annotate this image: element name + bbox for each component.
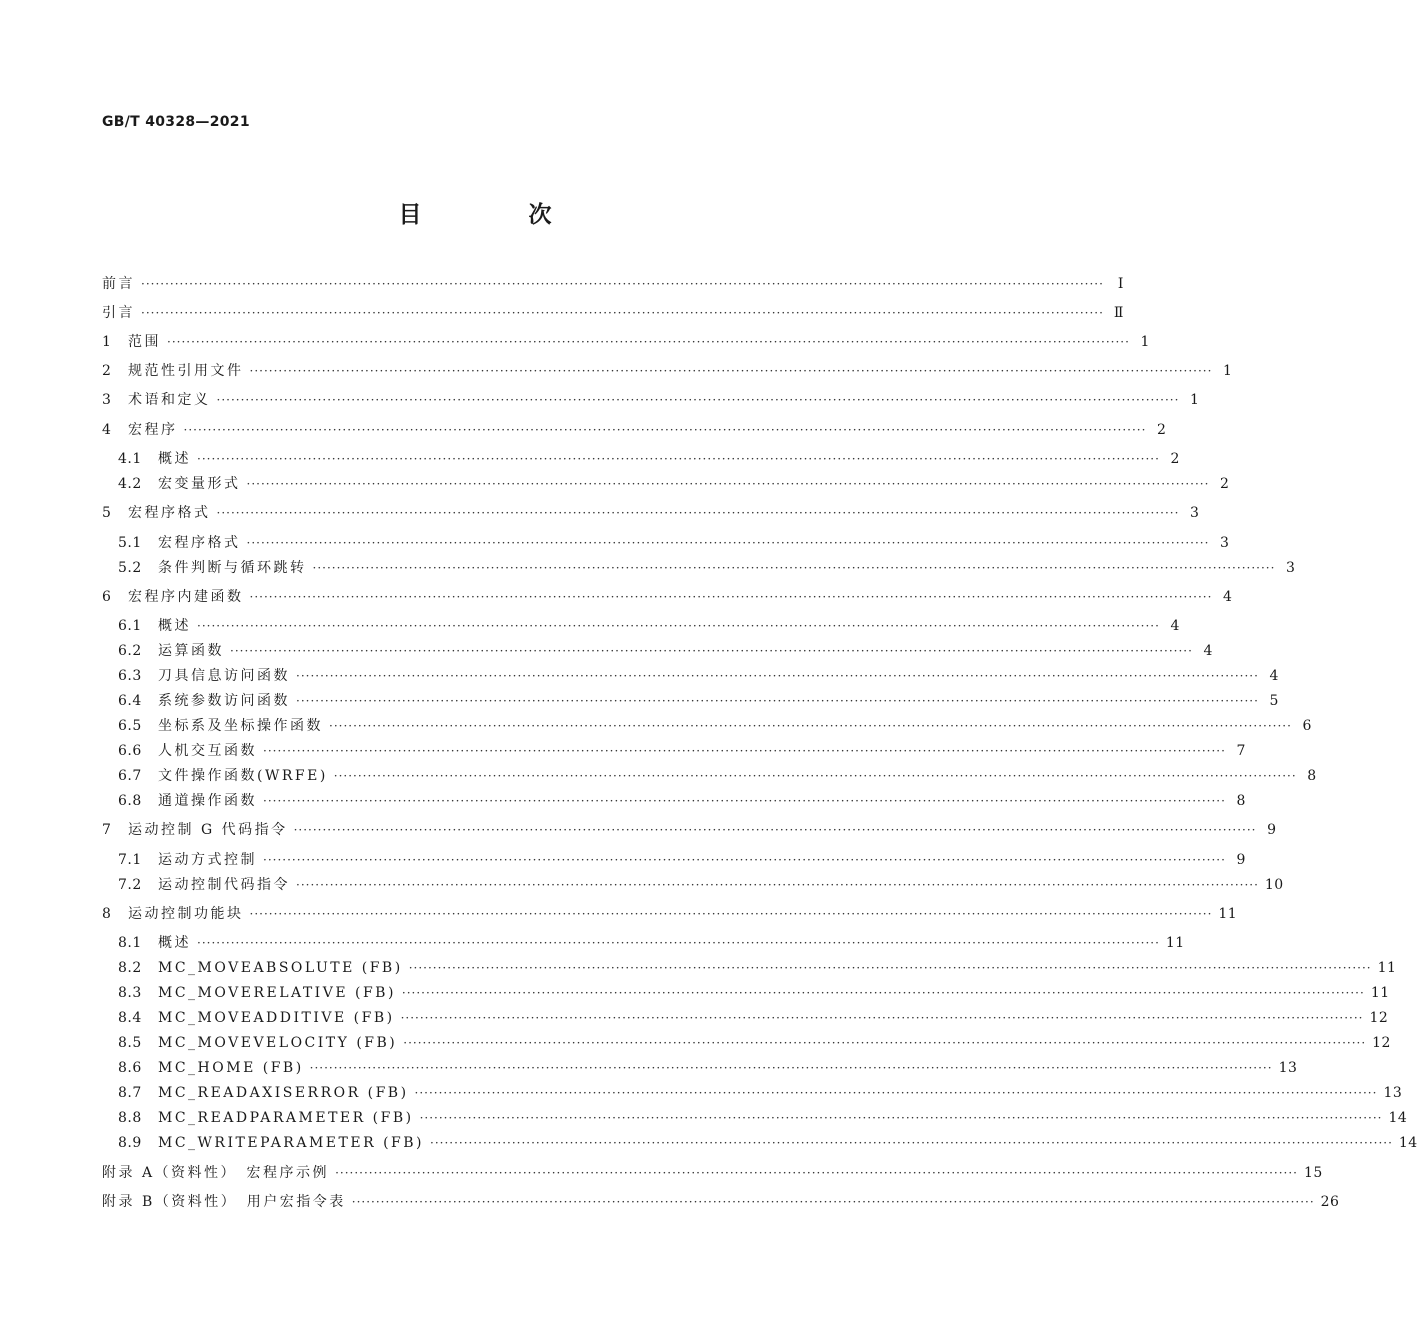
toc-entry-label: 宏程序内建函数: [128, 589, 244, 605]
toc-entry-page: 13: [1278, 1060, 1298, 1076]
standard-code: GB/T 40328—2021: [102, 114, 250, 130]
toc-entry-number: 6.7: [118, 768, 142, 784]
toc-entry-number: 3: [102, 392, 112, 408]
toc-entry-number: 5.2: [118, 560, 142, 576]
toc-entry-label: MC_MOVEVELOCITY (FB): [158, 1035, 398, 1051]
toc-entry-number: 8.7: [118, 1085, 142, 1101]
dot-leader: ········································································································································································································: [351, 1195, 1315, 1209]
toc-entry-page: 1: [1140, 334, 1150, 350]
toc-entry-label: 运动控制代码指令: [158, 877, 290, 893]
toc-entry[interactable]: [118, 447, 1180, 471]
toc-entry-number: 6.4: [118, 693, 142, 709]
toc-entry[interactable]: [102, 585, 1233, 609]
toc-entry-page: 14: [1398, 1135, 1418, 1151]
toc-entry[interactable]: [118, 714, 1312, 738]
toc-entry-label: 范围: [128, 334, 161, 350]
dot-leader: ········································································································································································································: [408, 961, 1372, 975]
dot-leader: ········································································································································································································: [329, 719, 1292, 733]
toc-entry-label: MC_READPARAMETER (FB): [158, 1110, 414, 1126]
dot-leader: ········································································································································································································: [403, 1036, 1367, 1050]
dot-leader: ········································································································································································································: [263, 794, 1226, 808]
toc-entry-number: 8.2: [118, 960, 142, 976]
toc-entry-number: 6.2: [118, 643, 142, 659]
toc-entry-label: 通道操作函数: [158, 793, 257, 809]
toc-entry-page: 1: [1189, 392, 1200, 408]
toc-entry-label: 文件操作函数(WRFE): [158, 768, 328, 784]
toc-entry-page: 11: [1377, 960, 1397, 976]
toc-entry[interactable]: [102, 1161, 1323, 1185]
toc-entry[interactable]: [118, 472, 1230, 496]
toc-entry-label: MC_HOME (FB): [158, 1060, 304, 1076]
toc-entry-number: 8.4: [118, 1010, 142, 1026]
toc-entry-page: 7: [1236, 743, 1246, 759]
dot-leader: ········································································································································································································: [230, 644, 1193, 658]
toc-entry-label: MC_WRITEPARAMETER (FB): [158, 1135, 424, 1151]
toc-entry[interactable]: [118, 1006, 1389, 1030]
toc-entry-number: 8.5: [118, 1035, 142, 1051]
toc-entry-page: 11: [1218, 906, 1238, 922]
toc-entry[interactable]: [102, 418, 1167, 442]
toc-entry-page: 6: [1302, 718, 1312, 734]
toc-entry[interactable]: [102, 1190, 1340, 1214]
toc-entry-page: Ⅰ: [1117, 276, 1124, 292]
toc-entry-label: 规范性引用文件: [128, 363, 244, 379]
toc-entry[interactable]: [118, 789, 1246, 813]
toc-entry-label: 坐标系及坐标操作函数: [158, 718, 323, 734]
toc-entry-label: 前言: [102, 276, 135, 292]
toc-entry-label: 运动控制 G 代码指令: [128, 822, 288, 838]
dot-leader: ········································································································································································································: [141, 306, 1104, 320]
dot-leader: ········································································································································································································: [293, 823, 1257, 837]
toc-entry[interactable]: [102, 301, 1124, 325]
dot-leader: ········································································································································································································: [419, 1111, 1383, 1125]
toc-entry-label: 运动控制功能块: [128, 906, 244, 922]
toc-entry-page: 1: [1222, 363, 1233, 379]
dot-leader: ········································································································································································································: [246, 536, 1210, 550]
dot-leader: ········································································································································································································: [401, 986, 1365, 1000]
toc-entry[interactable]: [118, 1081, 1403, 1105]
toc-entry-number: 4.1: [118, 451, 142, 467]
dot-leader: ········································································································································································································: [249, 590, 1213, 604]
toc-entry-page: 26: [1320, 1194, 1340, 1210]
toc-entry[interactable]: [118, 1031, 1391, 1055]
toc-entry[interactable]: [118, 1056, 1298, 1080]
toc-entry-number: 8.8: [118, 1110, 142, 1126]
toc-entry-page: 10: [1264, 877, 1284, 893]
toc-entry-label: MC_READAXISERROR (FB): [158, 1085, 409, 1101]
toc-entry-page: 3: [1219, 535, 1230, 551]
toc-entry-label: 条件判断与循环跳转: [158, 560, 307, 576]
toc-entry-page: 4: [1222, 589, 1233, 605]
toc-entry-label: 概述: [158, 618, 191, 634]
toc-entry-page: 11: [1370, 985, 1390, 1001]
toc-entry-number: 6.5: [118, 718, 142, 734]
toc-entry[interactable]: [118, 873, 1284, 897]
toc-entry-number: 4: [102, 422, 112, 438]
dot-leader: ········································································································································································································: [197, 619, 1160, 633]
toc-entry-page: 3: [1189, 505, 1200, 521]
toc-entry[interactable]: [118, 531, 1230, 555]
toc-entry-number: 5: [102, 505, 112, 521]
toc-entry-label: 宏程序: [128, 422, 178, 438]
toc-entry-page: 3: [1285, 560, 1296, 576]
toc-entry-label: 附录 B（资料性） 用户宏指令表: [102, 1194, 346, 1210]
toc-entry[interactable]: [102, 388, 1200, 412]
dot-leader: ········································································································································································································: [167, 335, 1130, 349]
toc-entry-page: Ⅱ: [1113, 305, 1124, 321]
toc-entry-label: 概述: [158, 935, 191, 951]
toc-entry[interactable]: [118, 556, 1296, 580]
toc-entry[interactable]: [102, 359, 1233, 383]
toc-entry[interactable]: [102, 902, 1238, 926]
dot-leader: ········································································································································································································: [197, 452, 1160, 466]
toc-entry-number: 8.3: [118, 985, 142, 1001]
toc-entry-number: 6.8: [118, 793, 142, 809]
toc-entry[interactable]: [102, 272, 1124, 296]
toc-entry-number: 6.1: [118, 618, 142, 634]
toc-entry[interactable]: [118, 1106, 1408, 1130]
toc-entry-label: 术语和定义: [128, 392, 211, 408]
toc-entry[interactable]: [118, 848, 1246, 872]
toc-entry-page: 13: [1383, 1085, 1403, 1101]
toc-entry[interactable]: [118, 931, 1185, 955]
dot-leader: ········································································································································································································: [296, 878, 1259, 892]
dot-leader: ········································································································································································································: [246, 477, 1210, 491]
toc-entry-number: 2: [102, 363, 112, 379]
toc-entry-number: 4.2: [118, 476, 142, 492]
toc-entry-label: 宏变量形式: [158, 476, 241, 492]
toc-entry[interactable]: [118, 689, 1279, 713]
toc-entry-page: 8: [1236, 793, 1246, 809]
dot-leader: ········································································································································································································: [312, 561, 1276, 575]
toc-entry-number: 8.9: [118, 1135, 142, 1151]
toc-entry[interactable]: [118, 739, 1246, 763]
toc-entry[interactable]: [102, 501, 1200, 525]
toc-entry-number: 7.2: [118, 877, 142, 893]
toc-entry-label: 宏程序格式: [128, 505, 211, 521]
toc-entry-page: 2: [1170, 451, 1180, 467]
toc-entry-label: 运算函数: [158, 643, 224, 659]
toc-entry-page: 4: [1269, 668, 1279, 684]
toc-entry-label: 人机交互函数: [158, 743, 257, 759]
toc-entry-label: 运动方式控制: [158, 852, 257, 868]
toc-entry-page: 4: [1203, 643, 1213, 659]
dot-leader: ········································································································································································································: [309, 1061, 1273, 1075]
toc-entry-label: 刀具信息访问函数: [158, 668, 290, 684]
toc-entry-number: 1: [102, 334, 112, 350]
toc-entry[interactable]: [102, 818, 1277, 842]
toc-entry[interactable]: [118, 664, 1279, 688]
toc-entry-label: 附录 A（资料性） 宏程序示例: [102, 1165, 330, 1181]
toc-entry-number: 7.1: [118, 852, 142, 868]
toc-entry-page: 11: [1165, 935, 1185, 951]
toc-entry-label: 引言: [102, 305, 135, 321]
toc-entry-label: MC_MOVEABSOLUTE (FB): [158, 960, 403, 976]
toc-entry-label: 概述: [158, 451, 191, 467]
toc-title: 目 次: [398, 202, 594, 228]
toc-entry-number: 7: [102, 822, 112, 838]
dot-leader: ········································································································································································································: [296, 669, 1259, 683]
dot-leader: ········································································································································································································: [296, 694, 1259, 708]
toc-entry-page: 8: [1307, 768, 1317, 784]
toc-entry-number: 6.6: [118, 743, 142, 759]
dot-leader: ········································································································································································································: [249, 907, 1213, 921]
toc-entry-page: 12: [1369, 1010, 1389, 1026]
toc-entry-page: 5: [1269, 693, 1279, 709]
dot-leader: ········································································································································································································: [263, 744, 1226, 758]
toc-entry-number: 8.6: [118, 1060, 142, 1076]
toc-entry-label: MC_MOVERELATIVE (FB): [158, 985, 396, 1001]
toc-entry[interactable]: [118, 764, 1317, 788]
dot-leader: ········································································································································································································: [197, 936, 1160, 950]
toc-entry-page: 9: [1267, 822, 1277, 838]
dot-leader: ········································································································································································································: [333, 769, 1297, 783]
toc-entry-page: 2: [1219, 476, 1230, 492]
dot-leader: ········································································································································································································: [414, 1086, 1378, 1100]
toc-entry-label: MC_MOVEADDITIVE (FB): [158, 1010, 395, 1026]
toc-entry-page: 12: [1372, 1035, 1391, 1051]
dot-leader: ········································································································································································································: [216, 393, 1180, 407]
dot-leader: ········································································································································································································: [263, 853, 1226, 867]
toc-entry[interactable]: [118, 956, 1397, 980]
toc-entry[interactable]: [118, 1131, 1418, 1155]
dot-leader: ········································································································································································································: [400, 1011, 1364, 1025]
toc-entry[interactable]: [118, 981, 1390, 1005]
toc-entry-number: 8: [102, 906, 112, 922]
toc-entry[interactable]: [118, 639, 1213, 663]
dot-leader: ········································································································································································································: [141, 277, 1104, 291]
dot-leader: ········································································································································································································: [335, 1166, 1298, 1180]
dot-leader: ········································································································································································································: [183, 423, 1147, 437]
toc-entry-number: 5.1: [118, 535, 142, 551]
toc-entry-page: 14: [1388, 1110, 1408, 1126]
toc-entry-number: 8.1: [118, 935, 142, 951]
dot-leader: ········································································································································································································: [216, 506, 1180, 520]
toc-entry-page: 2: [1156, 422, 1167, 438]
dot-leader: ········································································································································································································: [430, 1136, 1393, 1150]
toc-entry-number: 6: [102, 589, 112, 605]
toc-entry[interactable]: [102, 330, 1150, 354]
dot-leader: ········································································································································································································: [249, 364, 1213, 378]
toc-entry-number: 6.3: [118, 668, 142, 684]
toc-entry-label: 宏程序格式: [158, 535, 241, 551]
toc-entry-page: 4: [1170, 618, 1180, 634]
toc-entry-label: 系统参数访问函数: [158, 693, 290, 709]
toc-entry-page: 15: [1303, 1165, 1323, 1181]
toc-entry-page: 9: [1236, 852, 1246, 868]
toc-entry[interactable]: [118, 614, 1180, 638]
